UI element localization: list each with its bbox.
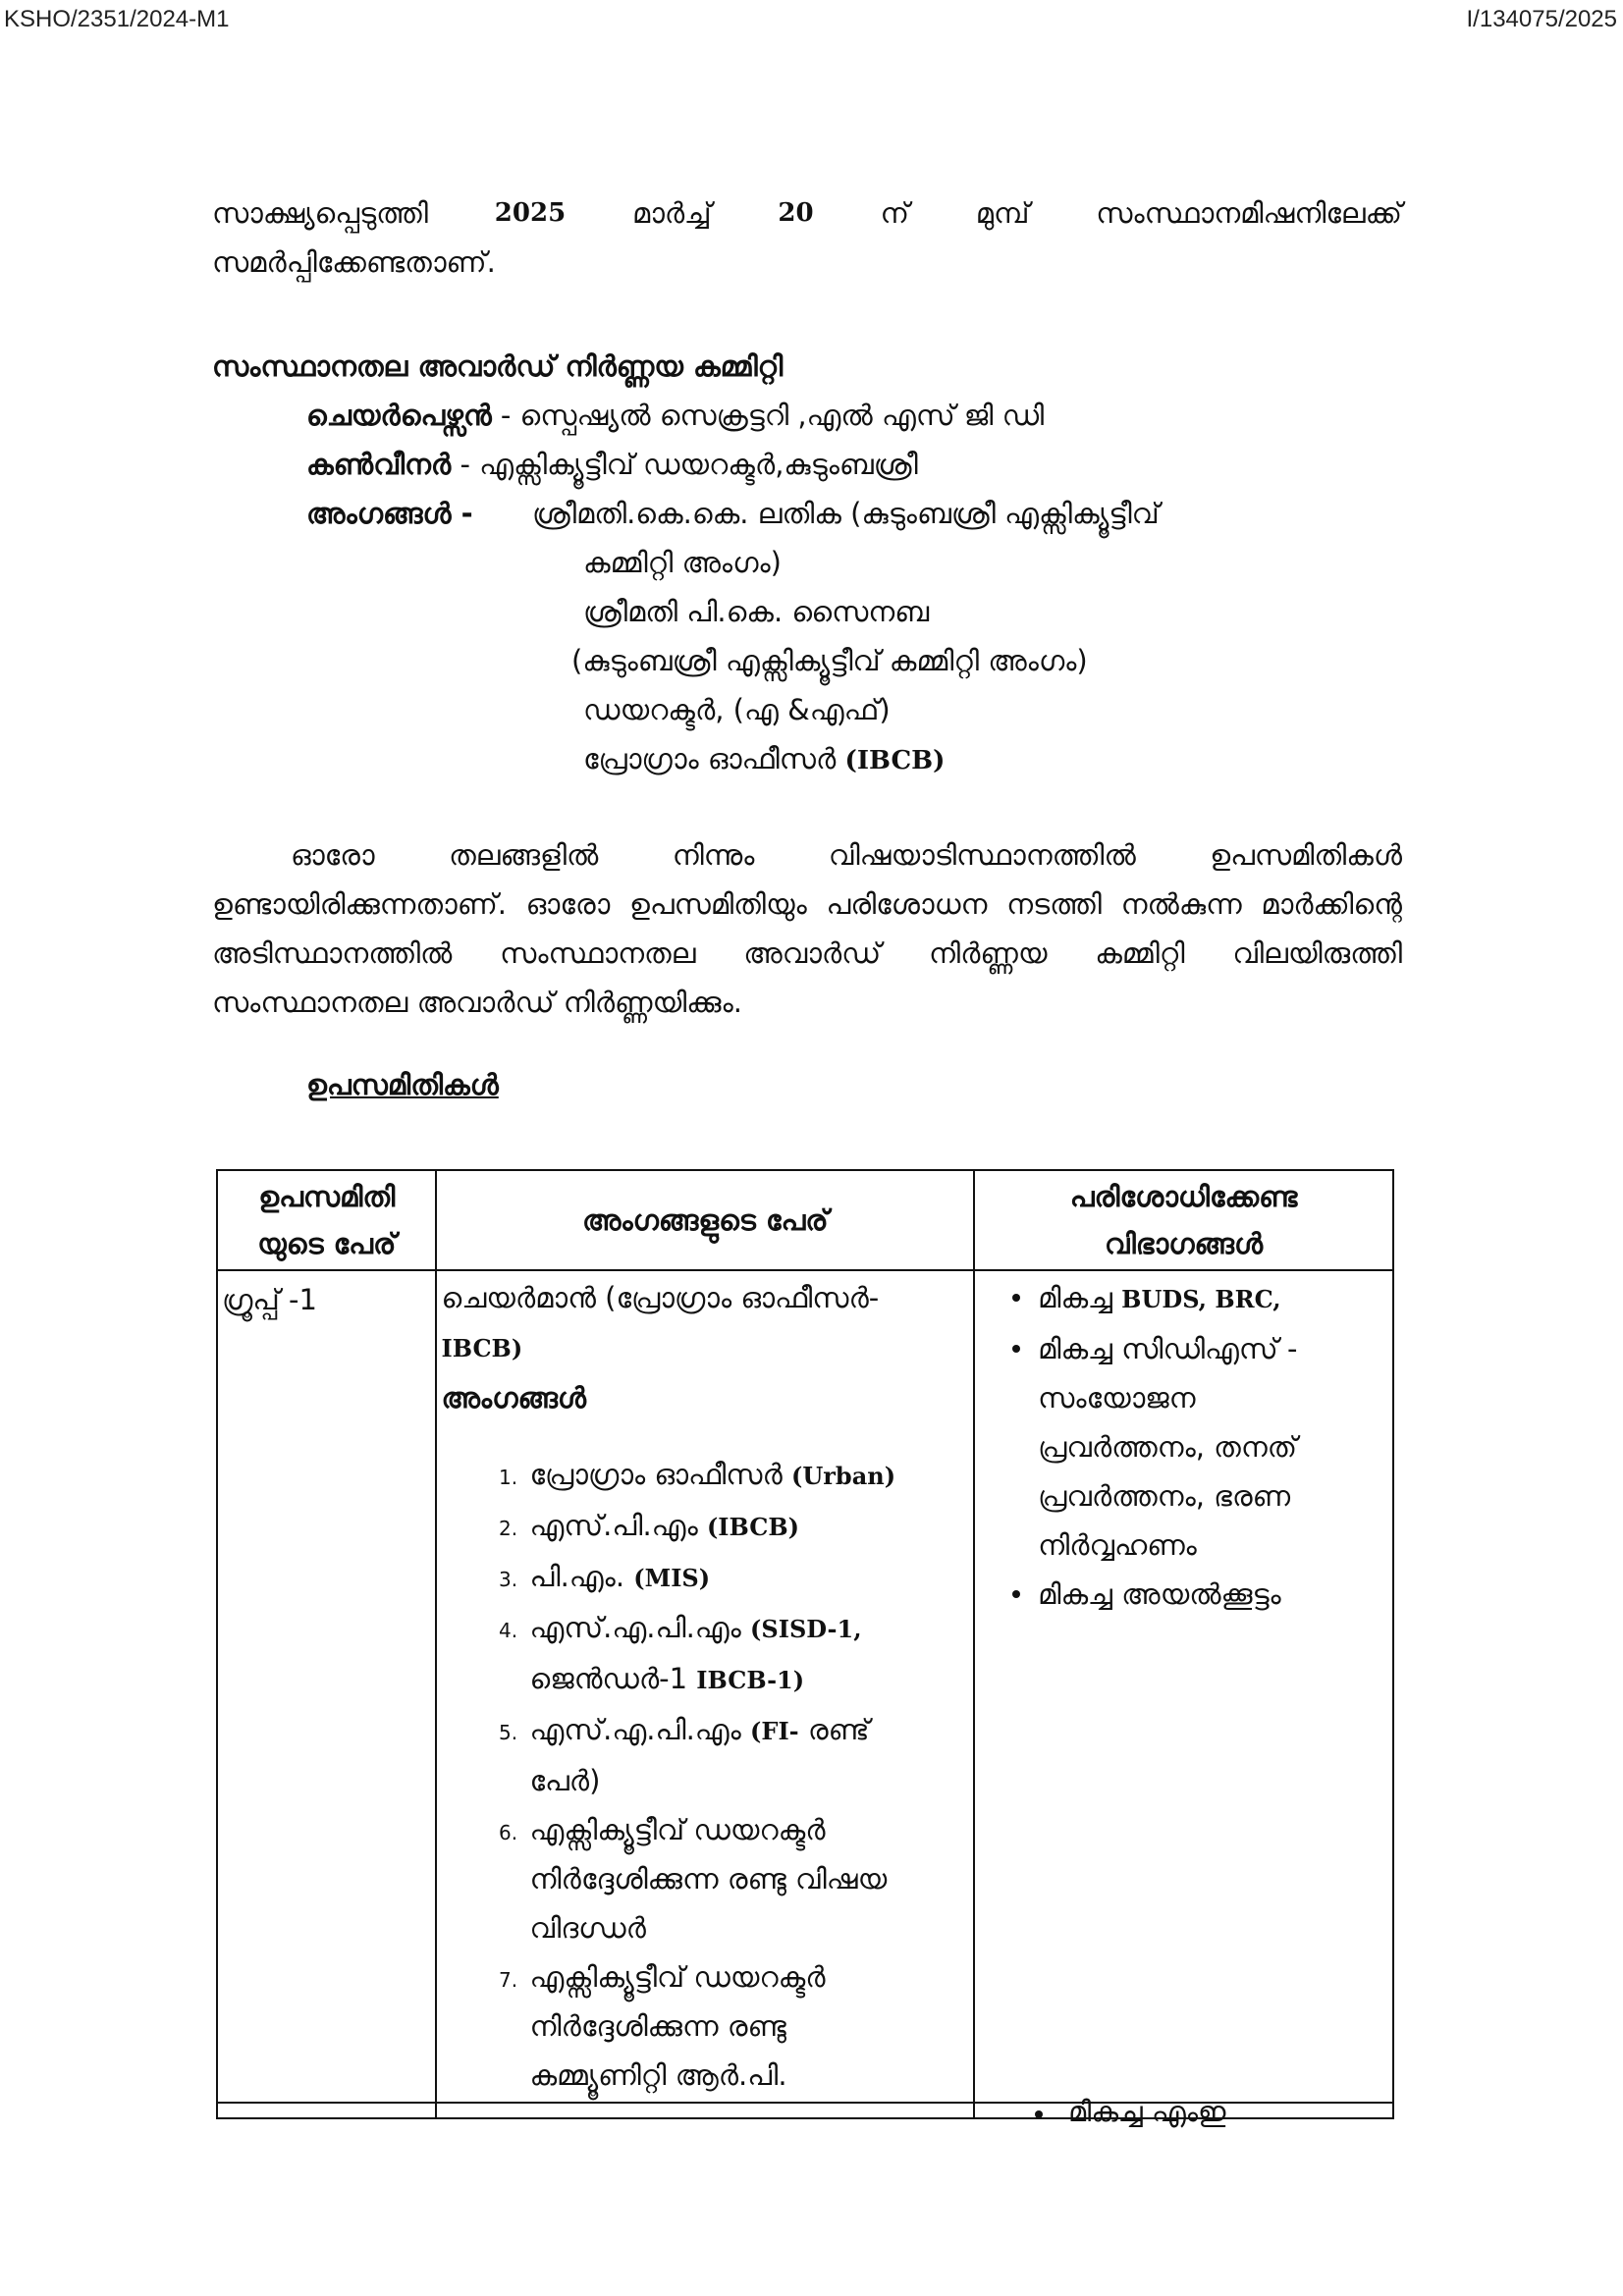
member-text: പേർ) bbox=[529, 1764, 601, 1797]
list-item bbox=[1038, 1273, 1388, 1324]
list-item bbox=[523, 1705, 969, 1805]
list-item bbox=[1038, 1570, 1388, 1619]
list-item bbox=[523, 1603, 969, 1705]
intro-word: മുമ്പ് bbox=[975, 196, 1030, 230]
member-text: എസ്.എ.പി.എം bbox=[529, 1713, 741, 1746]
member-text: നിർദ്ദേശിക്കുന്ന രണ്ടു വിഷയ bbox=[529, 1862, 888, 1896]
member-text: രണ്ട് bbox=[807, 1713, 870, 1746]
evaluation-paragraph bbox=[212, 830, 1402, 1027]
category-text: പ്രവർത്തനം, ഭരണ bbox=[1038, 1479, 1291, 1513]
member-latin: (Urban) bbox=[791, 1462, 896, 1490]
convener-label: കൺവീനർ bbox=[306, 448, 452, 481]
evaluation-lead: ഓരോ bbox=[291, 838, 375, 872]
category-list bbox=[979, 1273, 1388, 1619]
subcommittee-table bbox=[216, 1169, 1394, 2128]
category-text: നിർവ്വഹണം bbox=[1038, 1528, 1197, 1562]
members-label: അംഗങ്ങൾ - bbox=[306, 497, 473, 530]
convener-value: - എക്സിക്യൂട്ടീവ് ഡയറക്ടർ,കുടുംബശ്രീ bbox=[460, 448, 918, 481]
intro-word: ന് bbox=[880, 196, 909, 230]
document-body bbox=[212, 188, 1402, 1109]
list-item bbox=[523, 1805, 969, 1952]
table-row bbox=[217, 1270, 1393, 2103]
file-number-right: I/134075/2025 bbox=[1466, 6, 1617, 32]
category-text: മികച്ച അയൽക്കൂട്ടം bbox=[1038, 1577, 1281, 1611]
header-categories bbox=[974, 1170, 1393, 1270]
list-item bbox=[523, 1450, 969, 1501]
member-latin: IBCB-1) bbox=[696, 1666, 805, 1694]
header-line: യുടെ പേര് bbox=[257, 1227, 397, 1260]
chairperson-label: ചെയർപെഴ്സൻ bbox=[306, 399, 492, 432]
intro-line-1 bbox=[212, 188, 1402, 238]
member-text: ജെൻഡർ-1 bbox=[529, 1662, 688, 1695]
committee-member: ശ്രീമതി പി.കെ. സൈനബ bbox=[583, 595, 930, 628]
file-number-left: KSHO/2351/2024-M1 bbox=[4, 6, 230, 32]
member-text: വിദഗ്ധർ bbox=[529, 1911, 646, 1945]
intro-word: മാർച്ച് bbox=[632, 196, 712, 230]
header-line: ഉപസമിതി bbox=[258, 1180, 396, 1213]
committee-member: ഡയറക്ടർ, (എ &എഫ്) bbox=[583, 693, 891, 726]
partial-cell bbox=[217, 2103, 436, 2118]
intro-year: 2025 bbox=[494, 198, 567, 228]
committee-member: കമ്മിറ്റി അംഗം) bbox=[583, 546, 782, 579]
convener-row bbox=[212, 440, 1402, 489]
group-categories-cell bbox=[974, 1270, 1393, 2103]
member-text: എക്സിക്യൂട്ടീവ് ഡയറക്ടർ bbox=[529, 1813, 826, 1846]
committee-member: (കുടുംബശ്രീ എക്സിക്യൂട്ടീവ് കമ്മിറ്റി അംഗം) bbox=[571, 644, 1088, 677]
header-line: പരിശോധിക്കേണ്ട bbox=[1069, 1180, 1298, 1213]
intro-day: 20 bbox=[778, 198, 814, 228]
group-members-label: അംഗങ്ങൾ bbox=[441, 1381, 587, 1415]
category-text: മികച്ച സിഡിഎസ് - bbox=[1038, 1332, 1298, 1365]
committee-member-text: പ്രോഗ്രാം ഓഫീസർ bbox=[583, 742, 837, 775]
list-item bbox=[523, 1501, 969, 1552]
evaluation-text: തലങ്ങളിൽ നിന്നും വിഷയാടിസ്ഥാനത്തിൽ ഉപസമിതികൾ ഉണ്ടായിരിക്കുന്നതാണ്. ഓരോ ഉപസമിതിയും പരിശോധന നടത്തി നൽകുന്ന മാർക്കിന്റെ അടിസ്ഥാനത്തിൽ സംസ്ഥാനതല അവാർഡ് നിർണ്ണയ കമ്മിറ്റി വിലയിരുത്തി സംസ്ഥാനതല അവാർഡ് നിർണ്ണയിക്കും. bbox=[212, 838, 1402, 1019]
list-item bbox=[523, 1552, 969, 1603]
table-header-row bbox=[217, 1170, 1393, 1270]
category-text: പ്രവർത്തനം, തനത് bbox=[1038, 1430, 1298, 1464]
group-member-list bbox=[441, 1450, 969, 2100]
partial-next-row-text: മികച്ച എംഇ bbox=[1068, 2095, 1226, 2128]
chair-text: ചെയർമാൻ (പ്രോഗ്രാം ഓഫീസർ- bbox=[441, 1281, 880, 1314]
category-text: മികച്ച bbox=[1038, 1281, 1112, 1314]
header-line: വിഭാഗങ്ങൾ bbox=[1105, 1227, 1264, 1260]
member-text: എസ്.എ.പി.എം bbox=[529, 1611, 741, 1644]
committee-title: സംസ്ഥാനതല അവാർഡ് നിർണ്ണയ കമ്മിറ്റി bbox=[212, 349, 784, 383]
committee-member-list bbox=[532, 489, 1160, 785]
group-chair bbox=[441, 1273, 969, 1373]
chair-latin: IBCB) bbox=[441, 1334, 523, 1362]
group-members-cell bbox=[436, 1270, 974, 2103]
committee-member-latin: (IBCB) bbox=[844, 746, 946, 775]
member-text: നിർദ്ദേശിക്കുന്ന രണ്ടു bbox=[529, 2009, 786, 2043]
intro-word: സാക്ഷ്യപ്പെടുത്തി bbox=[212, 196, 428, 230]
list-item bbox=[1038, 1324, 1388, 1570]
partial-bullet-icon bbox=[1035, 2110, 1043, 2118]
group-name-cell: ഗ്രൂപ്പ് -1 bbox=[217, 1270, 436, 2103]
member-latin: (FI- bbox=[750, 1717, 799, 1745]
category-latin: BUDS, BRC, bbox=[1121, 1285, 1281, 1313]
header-subcommittee-name bbox=[217, 1170, 436, 1270]
member-text: കമ്മ്യൂണിറ്റി ആർ.പി. bbox=[529, 2058, 787, 2092]
committee-member: ശ്രീമതി.കെ.കെ. ലതിക (കുടുംബശ്രീ എക്സിക്യൂട്ടീവ് bbox=[532, 497, 1160, 530]
partial-cell bbox=[436, 2103, 974, 2118]
intro-word: സംസ്ഥാനമിഷനിലേക്ക് bbox=[1096, 196, 1402, 230]
committee-member bbox=[532, 734, 1160, 785]
member-latin: (SISD-1, bbox=[750, 1615, 862, 1643]
subcommittees-heading: ഉപസമിതികൾ bbox=[306, 1068, 499, 1101]
chairperson-value: - സ്പെഷ്യൽ സെക്രട്ടറി ,എൽ എസ് ജി ഡി bbox=[500, 399, 1045, 432]
member-latin: (MIS) bbox=[633, 1564, 711, 1592]
committee-members-row bbox=[212, 489, 1402, 785]
member-text: എക്സിക്യൂട്ടീവ് ഡയറക്ടർ bbox=[529, 1960, 826, 1994]
list-item bbox=[523, 1952, 969, 2100]
member-text: എസ്.പി.എം bbox=[529, 1509, 698, 1542]
member-latin: (IBCB) bbox=[706, 1513, 800, 1541]
chairperson-row bbox=[212, 391, 1402, 440]
member-text: പി.എം. bbox=[529, 1560, 625, 1593]
header-member-names: അംഗങ്ങളുടെ പേര് bbox=[436, 1170, 974, 1270]
member-text: പ്രോഗ്രാം ഓഫീസർ bbox=[529, 1458, 783, 1491]
intro-line-2: സമർപ്പിക്കേണ്ടതാണ്. bbox=[212, 245, 496, 279]
category-text: സംയോജന bbox=[1038, 1381, 1196, 1415]
